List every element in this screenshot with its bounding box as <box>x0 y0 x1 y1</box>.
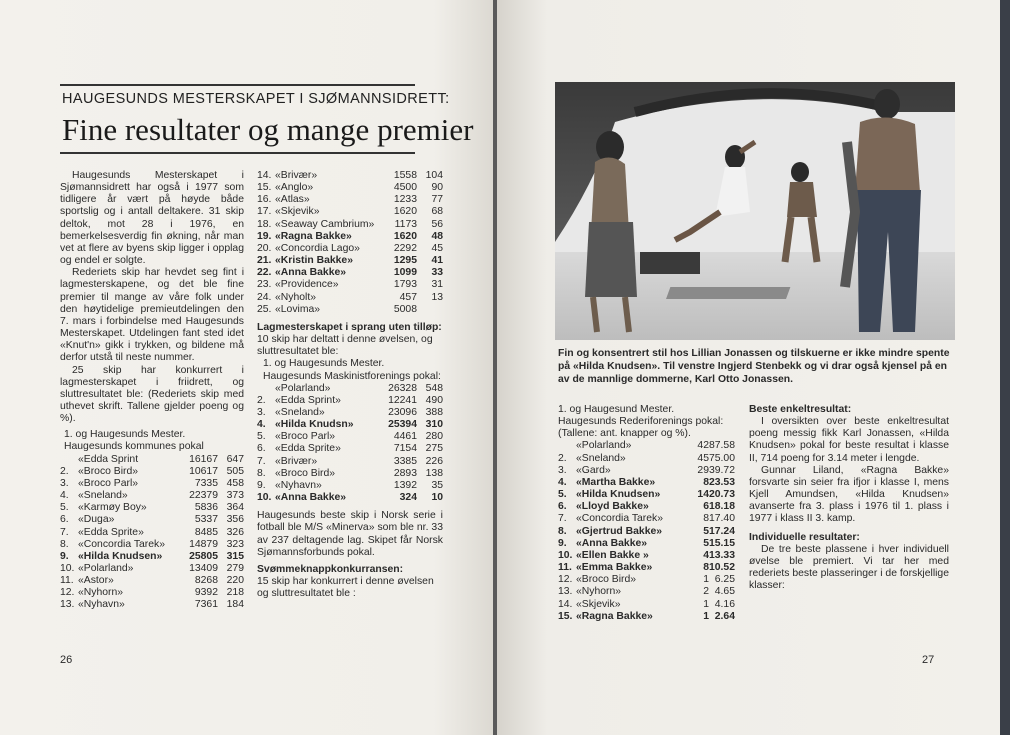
cell-a: 26328 <box>388 382 417 394</box>
cell-b: 2.64 <box>714 610 735 622</box>
cell-rank: 2. <box>257 394 266 406</box>
cell-name: «Lloyd Bakke» <box>576 501 649 513</box>
cell-name: «Nyhavn» <box>275 479 322 491</box>
cell-b: 17.24 <box>708 525 735 537</box>
sprang-heading: Lagmesterskapet i sprang uten tilløp: <box>257 321 442 333</box>
cell-a: 10617 <box>189 465 218 477</box>
cell-rank: 5. <box>257 431 266 443</box>
cell-b: 548 <box>425 382 443 394</box>
table-row <box>257 182 443 194</box>
table-row <box>60 514 244 526</box>
cell-b: 13 <box>431 291 443 303</box>
cell-rank: 24. <box>257 291 272 303</box>
cell-b: 458 <box>226 477 244 489</box>
cell-a: 12241 <box>388 394 417 406</box>
cell-rank: 2. <box>60 465 69 477</box>
middle-column <box>257 170 443 600</box>
cell-a: 14 <box>697 489 709 501</box>
cell-rank: 3. <box>60 477 69 489</box>
cell-a: 4461 <box>393 431 417 443</box>
cell-rank: 2. <box>558 452 567 464</box>
cell-b: 23.53 <box>708 476 735 488</box>
cell-b: 226 <box>425 455 443 467</box>
cell-rank: 25. <box>257 303 272 315</box>
table-row <box>257 243 443 255</box>
cell-rank <box>257 383 275 395</box>
cell-name: «Broco Bird» <box>275 467 336 479</box>
table-row <box>60 539 244 551</box>
table-row <box>60 587 244 599</box>
table-row <box>558 465 735 477</box>
svomme-intro: 15 skip har konkurrert i denne øvelsen og sluttresultatet ble : <box>257 576 434 600</box>
cell-rank: 10. <box>60 563 75 574</box>
cell-b: 17.40 <box>708 513 735 525</box>
table-row <box>558 526 735 538</box>
cell-b: 41 <box>431 255 443 267</box>
cell-name: «Skjevik» <box>275 206 320 218</box>
cell-a: 1620 <box>393 230 417 242</box>
table-row <box>558 599 735 611</box>
cell-b: 68 <box>431 206 443 218</box>
cell-rank: 16. <box>257 194 272 206</box>
table-row <box>558 513 735 525</box>
cell-name: «Edda Sprite» <box>78 526 144 538</box>
table-row <box>60 490 244 502</box>
cell-b: 490 <box>425 394 443 406</box>
cell-a: 2292 <box>393 242 417 254</box>
cell-a: 14879 <box>189 538 218 550</box>
cell-rank: 5. <box>60 502 69 514</box>
cell-name: «Polarland» <box>576 440 632 452</box>
cell-b: 39.72 <box>708 464 735 476</box>
cell-a: 8485 <box>194 526 218 538</box>
cell-rank: 4. <box>257 419 266 431</box>
table-row <box>558 489 735 501</box>
cell-a: 3385 <box>393 455 417 467</box>
cell-a: 1099 <box>393 267 417 279</box>
cell-name: «Nyholt» <box>275 291 317 303</box>
cell-a: 42 <box>697 440 709 452</box>
cell-b: 275 <box>425 443 443 455</box>
book-edge <box>1000 0 1010 735</box>
cell-name: «Gjertrud Bakke» <box>576 525 663 537</box>
cell-rank: 4. <box>558 476 567 488</box>
left-page <box>0 0 493 735</box>
right-right-column <box>749 404 949 592</box>
cell-name: «Edda Sprint <box>78 453 139 465</box>
cell-b: 505 <box>226 465 244 477</box>
table-row <box>60 466 244 478</box>
cell-a: 1 <box>703 610 709 622</box>
cell-name: «Providence» <box>275 279 339 291</box>
cell-a: 1392 <box>393 479 417 491</box>
cell-rank: 22. <box>257 267 272 279</box>
cell-b: 75.00 <box>708 452 735 464</box>
cell-a: 29 <box>697 464 709 476</box>
cell-name: «Karmøy Boy» <box>78 502 147 514</box>
table-row <box>558 538 735 550</box>
norsk-serie-text: Haugesunds beste skip i Norsk serie i fotball ble M/S «Minerva» som ble nr. 33 av 237 deltagende lag. Skipet får Norsk Sjømannsforbunds pokal. <box>257 510 443 558</box>
cell-rank <box>558 440 576 452</box>
indiv-text: De tre beste plassene i hver individuell øvelse ble premiert. Vi tar her med rederiets beste plasseringer i de forskjellige klasser: <box>749 543 949 592</box>
results-table-4 <box>558 440 735 622</box>
cell-a: 2893 <box>393 467 417 479</box>
table-row <box>257 255 443 267</box>
cell-rank: 10. <box>257 492 272 504</box>
cell-rank <box>60 454 78 466</box>
cell-rank: 12. <box>558 574 573 586</box>
cell-a: 1 <box>703 574 709 586</box>
table-row <box>558 550 735 562</box>
cell-name: «Hilda Knudsn» <box>275 419 354 431</box>
cell-name: «Broco Bird» <box>576 574 637 586</box>
cell-name: «Nyhorn» <box>576 586 622 598</box>
cell-a: 1793 <box>393 279 417 291</box>
results-table-1 <box>60 454 244 612</box>
table-row <box>257 443 443 455</box>
cell-b: 315 <box>226 550 244 562</box>
cell-rank: 3. <box>257 406 266 418</box>
cell-name: «Broco Bird» <box>78 465 139 477</box>
sprang-header: 1. og Haugesunds Mester. Haugesunds Maskinistforenings pokal: <box>263 358 441 382</box>
table-row <box>257 395 443 407</box>
cell-a: 9392 <box>194 587 218 599</box>
cell-name: «Concordia Tarek» <box>576 513 664 525</box>
table-row <box>257 431 443 443</box>
table-row <box>558 586 735 598</box>
cell-name: «Ellen Bakke » <box>576 549 649 561</box>
cell-b: 90 <box>431 182 443 194</box>
table-row <box>257 304 443 316</box>
cell-b: 326 <box>226 526 244 538</box>
cell-b: 31 <box>431 279 443 291</box>
headline-rule <box>60 152 415 154</box>
cell-a: 1173 <box>394 218 417 230</box>
table-row <box>60 599 244 611</box>
cell-b: 45 <box>431 242 443 254</box>
cell-a: 6 <box>703 501 709 513</box>
table-row <box>257 267 443 279</box>
cell-a: 5 <box>703 537 709 549</box>
table-row <box>558 611 735 623</box>
cell-name: «Lovima» <box>275 303 321 315</box>
cell-name: «Martha Bakke» <box>576 476 656 488</box>
cell-b: 364 <box>226 502 244 514</box>
table4-header: 1. og Haugesund Mester. Haugesunds Rederiforenings pokal: (Tallene: ant. knapper og %). <box>558 404 724 440</box>
table-row <box>558 562 735 574</box>
cell-b: 6.25 <box>714 574 735 586</box>
left-column <box>60 170 244 612</box>
cell-b: 279 <box>226 563 244 574</box>
cell-rank: 9. <box>257 479 266 491</box>
cell-name: «Broco Parl» <box>275 431 336 443</box>
sprang-intro: 10 skip har deltatt i denne øvelsen, og sluttresultatet ble: <box>257 334 433 358</box>
cell-b: 4.16 <box>714 598 735 610</box>
svomme-heading: Svømmeknappkonkurransen: <box>257 563 404 575</box>
cell-name: «Sneland» <box>576 452 626 464</box>
cell-rank: 8. <box>257 467 266 479</box>
cell-a: 8 <box>703 513 709 525</box>
cell-name: «Ragna Bakke» <box>275 230 352 242</box>
kicker-title: HAUGESUNDS MESTERSKAPET I SJØMANNSIDRETT: <box>62 91 450 107</box>
table-row <box>257 419 443 431</box>
page-number-left: 26 <box>60 654 73 666</box>
cell-rank: 8. <box>60 538 69 550</box>
beste-text: I oversikten over beste enkeltresultat poeng messig fikk Karl Jonassen, «Hilda Knudsen» pokal for beste resultat i klasse II, 714 poeng for 3.14 meter i lengde. <box>749 416 949 464</box>
cell-b: 388 <box>425 406 443 418</box>
cell-rank: 11. <box>558 562 572 574</box>
cell-name: «Edda Sprint» <box>275 394 341 406</box>
table-row <box>558 440 735 452</box>
cell-rank: 7. <box>558 513 567 525</box>
cell-rank: 6. <box>257 443 266 455</box>
cell-b: 356 <box>226 514 244 526</box>
cell-rank: 7. <box>257 455 266 467</box>
cell-name: «Gard» <box>576 464 611 476</box>
photo-caption: Fin og konsentrert stil hos Lillian Jonassen og tilskuerne er ikke mindre spente på «Hilda Knudsen». Til venstre Ingjerd Stenbekk og vi drar også kjensel på en av de mannlige dommerne, Karl Otto Jonassen. <box>558 348 950 385</box>
cell-a: 5008 <box>393 303 417 315</box>
cell-a: 8 <box>703 476 709 488</box>
cell-a: 2 <box>703 586 709 598</box>
cell-a: 7335 <box>194 477 218 489</box>
table-row <box>60 527 244 539</box>
cell-a: 16167 <box>189 453 218 465</box>
table-row <box>257 206 443 218</box>
cell-b: 10.52 <box>708 562 735 574</box>
cell-a: 457 <box>399 291 417 303</box>
cell-a: 1 <box>703 598 709 610</box>
cell-name: «Nyhavn» <box>78 599 125 611</box>
cell-name: «Polarland» <box>275 382 331 394</box>
cell-rank: 3. <box>558 464 567 476</box>
cell-a: 25394 <box>388 419 417 431</box>
indiv-heading: Individuelle resultater: <box>749 531 860 543</box>
cell-b: 218 <box>226 587 244 599</box>
cell-a: 1620 <box>393 206 417 218</box>
cell-a: 25805 <box>189 550 218 562</box>
cell-b: 87.58 <box>708 440 735 452</box>
cell-b: 48 <box>431 230 443 242</box>
cell-name: «Anna Bakke» <box>275 267 347 279</box>
cell-name: «Anna Bakke» <box>576 537 648 549</box>
table-row <box>257 407 443 419</box>
cell-a: 5836 <box>194 502 218 514</box>
cell-name: «Skjevik» <box>576 598 621 610</box>
cell-a: 23096 <box>388 406 417 418</box>
cell-rank: 21. <box>257 255 272 267</box>
cell-rank: 20. <box>257 242 272 254</box>
beste-heading: Beste enkeltresultat: <box>749 404 852 415</box>
table-row <box>60 454 244 466</box>
cell-name: «Ragna Bakke» <box>576 610 653 622</box>
cell-rank: 11. <box>60 575 74 587</box>
cell-b: 647 <box>226 453 244 465</box>
cell-b: 15.15 <box>708 537 735 549</box>
cell-name: «Seaway Cambrium» <box>275 218 375 230</box>
cell-rank: 6. <box>60 514 69 526</box>
cell-b: 18.18 <box>708 501 735 513</box>
cell-a: 5337 <box>194 514 218 526</box>
cell-rank: 9. <box>60 550 69 562</box>
gunnar-text: Gunnar Liland, «Ragna Bakke» forsvarte sin seier fra ifjor i klasse I, mens Kjell Amundsen, «Hilda Knudsen» avanserte fra 3. plass i 1976 til 1. plass i 1977 i klass II 3. kamp. <box>749 464 949 525</box>
cell-a: 324 <box>399 492 417 504</box>
cell-rank: 13. <box>60 599 75 611</box>
cell-rank: 9. <box>558 537 567 549</box>
cell-b: 56 <box>431 218 443 230</box>
table-row <box>60 502 244 514</box>
cell-rank: 6. <box>558 501 567 513</box>
cell-name: «Astor» <box>78 575 114 587</box>
table-row <box>257 219 443 231</box>
cell-b: 184 <box>226 599 244 611</box>
cell-rank: 23. <box>257 279 272 291</box>
cell-a: 4 <box>703 549 709 561</box>
cell-a: 7361 <box>194 599 218 611</box>
cell-b: 323 <box>226 538 244 550</box>
cell-rank: 5. <box>558 489 567 501</box>
cell-name: «Sneland» <box>78 490 128 502</box>
cell-name: «Anglo» <box>275 182 314 194</box>
table-row <box>558 477 735 489</box>
table-row <box>60 478 244 490</box>
intro-text <box>60 170 244 425</box>
cell-a: 1558 <box>393 170 417 181</box>
page-number-right: 27 <box>922 654 935 666</box>
cell-b: 20.73 <box>708 489 735 501</box>
right-left-column <box>558 404 735 623</box>
table-row <box>257 468 443 480</box>
intro-paragraph: Haugesunds Mesterskapet i Sjømannsidrett har også i 1977 som tidligere år vært på høyde både sportslig og i antall deltakere. 31 skip deltok, mot 28 i 1976, en bemerkelsesverdig fin økning, når man vet at flere av byens skip ligger i opplag og endel er solgte. <box>60 170 244 267</box>
cell-rank: 13. <box>558 586 573 598</box>
cell-name: «Edda Sprite» <box>275 443 341 455</box>
photo-high-jump <box>555 82 955 340</box>
table-row <box>558 501 735 513</box>
cell-name: «Hilda Knudsen» <box>576 489 661 501</box>
cell-a: 4500 <box>393 182 417 194</box>
cell-b: 138 <box>425 467 443 479</box>
cell-a: 45 <box>697 452 709 464</box>
cell-name: «Concordia Lago» <box>275 242 360 254</box>
cell-name: «Nyhorn» <box>78 587 124 599</box>
cell-b: 10 <box>431 492 443 504</box>
cell-name: «Brivær» <box>275 455 318 467</box>
table-row <box>60 563 244 575</box>
cell-a: 7154 <box>393 443 417 455</box>
cell-rank: 18. <box>257 218 272 230</box>
article-headline: Fine resultater og mange premier <box>62 112 474 147</box>
table-row <box>257 456 443 468</box>
table-row <box>60 551 244 563</box>
cell-b: 33 <box>431 267 443 279</box>
intro-paragraph: 25 skip har konkurrert i lagmesterskapet i friidrett, og sluttresultatet ble: (Rederiets skip med uthevet skrift. Tallene gjelder poeng og %). <box>60 364 244 425</box>
top-rule <box>60 84 415 86</box>
cell-name: «Sneland» <box>275 406 325 418</box>
results-table-3 <box>257 383 443 505</box>
cell-b: 35 <box>431 479 443 491</box>
cell-name: «Kristin Bakke» <box>275 255 353 267</box>
cell-a: 1233 <box>393 194 417 206</box>
cell-b: 310 <box>425 419 443 431</box>
cell-a: 22379 <box>189 490 218 502</box>
cell-b: 4.65 <box>714 586 735 598</box>
cell-b: 220 <box>226 575 244 587</box>
table-row <box>257 480 443 492</box>
cell-b: 373 <box>226 490 244 502</box>
cell-rank: 15. <box>257 182 272 194</box>
cell-name: «Emma Bakke» <box>576 562 653 574</box>
cell-rank: 12. <box>60 587 75 599</box>
table-row <box>558 453 735 465</box>
cell-rank: 4. <box>60 490 69 502</box>
cell-b: 13.33 <box>708 549 735 561</box>
cell-a: 8268 <box>194 575 218 587</box>
cell-name: «Concordia Tarek» <box>78 538 166 550</box>
cell-name: «Brivær» <box>275 170 318 181</box>
cell-rank: 14. <box>558 598 573 610</box>
cell-rank: 17. <box>257 206 272 218</box>
table-row <box>60 575 244 587</box>
cell-a: 1295 <box>393 255 417 267</box>
cell-name: «Duga» <box>78 514 115 526</box>
cell-rank: 15. <box>558 610 573 622</box>
cell-b <box>417 304 443 316</box>
cell-name: «Broco Parl» <box>78 477 139 489</box>
cell-name: «Anna Bakke» <box>275 492 347 504</box>
table-row <box>257 231 443 243</box>
table-row <box>257 292 443 304</box>
cell-rank: 7. <box>60 526 69 538</box>
cell-a: 13409 <box>189 563 218 574</box>
table-row <box>257 383 443 395</box>
cell-rank: 14. <box>257 170 272 181</box>
cell-b: 280 <box>425 431 443 443</box>
table1-header: 1. og Haugesunds Mester. Haugesunds kommunes pokal <box>64 429 204 453</box>
table-row <box>257 170 443 182</box>
cell-name: «Hilda Knudsen» <box>78 550 163 562</box>
cell-b: 104 <box>425 170 443 181</box>
table-row <box>558 574 735 586</box>
cell-b: 77 <box>431 194 443 206</box>
table-row <box>257 194 443 206</box>
cell-name: «Polarland» <box>78 563 134 574</box>
results-table-2 <box>257 170 443 316</box>
cell-rank: 19. <box>257 230 272 242</box>
cell-a: 5 <box>703 525 709 537</box>
cell-name: «Atlas» <box>275 194 310 206</box>
table-row <box>257 492 443 504</box>
intro-paragraph: Rederiets skip har hevdet seg fint i lagmesterskapene, og det ble fine premier til mange av våre folk under den høytidelige premieutdelingen den 7. mars i forbindelse med Haugesunds Mesterskapet. Utdelingen fant sted idet «Knut'n» gikk i trykken, og bildene må derfor utstå til neste nummer. <box>60 267 244 364</box>
cell-rank: 8. <box>558 525 567 537</box>
table-row <box>257 279 443 291</box>
cell-rank: 10. <box>558 549 573 561</box>
cell-a: 8 <box>703 562 709 574</box>
